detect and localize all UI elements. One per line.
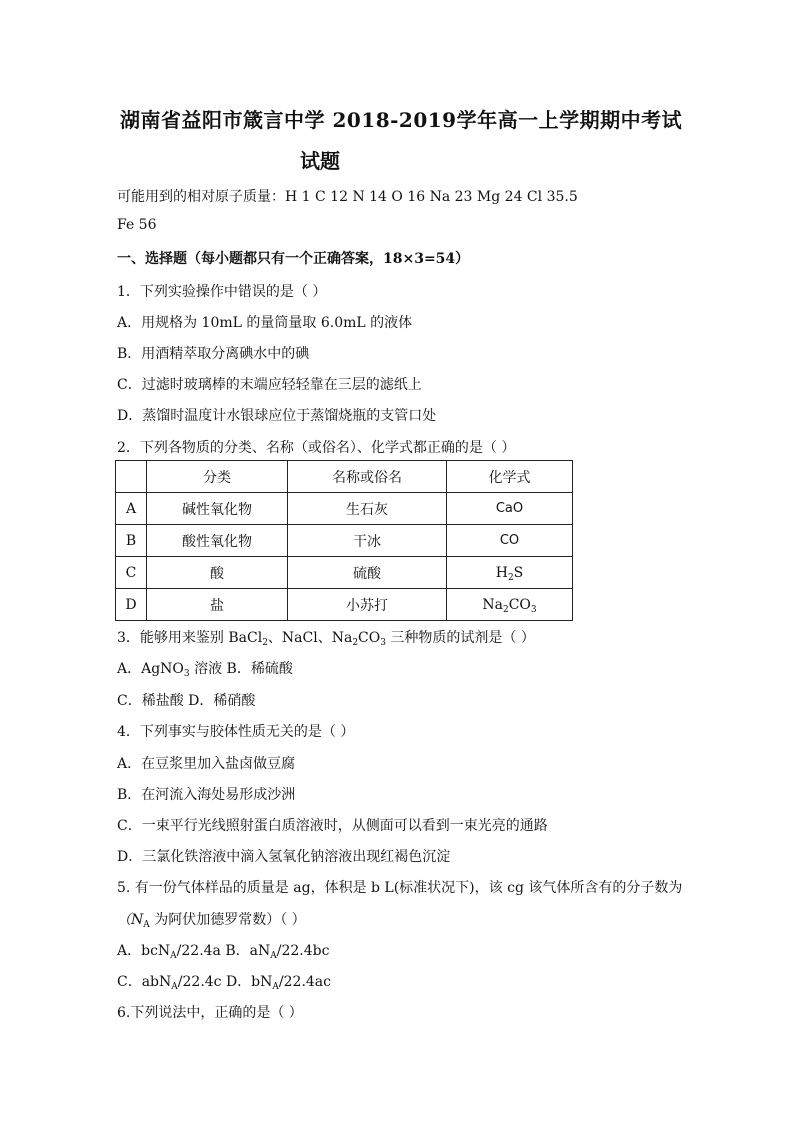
table-header-cell: 化学式 <box>447 461 573 493</box>
q1-option-d: D．蒸馏时温度计水银球应位于蒸馏烧瓶的支管口处 <box>117 408 437 424</box>
formula-cell <box>447 557 573 589</box>
subscript: A <box>272 982 279 992</box>
formula-text: H <box>495 564 508 581</box>
subscript: 2 <box>262 638 268 648</box>
formula-cell: CO <box>447 525 573 557</box>
exam-title-line2: 试题 <box>300 149 340 173</box>
q3-options-ab <box>117 658 293 678</box>
class-cell: 酸性氧化物 <box>147 525 288 557</box>
q5-options-ab <box>117 940 329 960</box>
q4-option-b: B．在河流入海处易形成沙洲 <box>117 787 296 803</box>
atomic-masses-line2: Fe 56 <box>117 217 157 233</box>
q5-option-text: /22.4ac <box>278 974 331 990</box>
q5-options-cd <box>117 971 331 991</box>
class-cell: 盐 <box>147 589 288 621</box>
formula-cell <box>447 589 573 621</box>
formula-text: S <box>513 564 524 581</box>
table-header-cell: 分类 <box>147 461 288 493</box>
option-cell: D <box>116 589 147 621</box>
table-header-cell: 名称或俗名 <box>288 461 447 493</box>
q3-stem-text: 3．能够用来鉴别 BaCl <box>117 630 263 646</box>
table-row <box>116 525 573 557</box>
q5-stem: 5. 有一份气体样品的质量是 ag，体积是 b L(标准状况下)，该 cg 该气体所含有的分子数为 <box>117 880 683 896</box>
q4-option-d: D．三氯化铁溶液中滴入氢氧化钠溶液出现红褐色沉淀 <box>117 849 451 865</box>
formula-cell: CaO <box>447 493 573 525</box>
q6-stem: 6.下列说法中，正确的是（ ） <box>117 1005 303 1021</box>
q3-option-text: A．AgNO <box>117 661 184 677</box>
section-heading: 一、选择题（每小题都只有一个正确答案，18×3=54） <box>117 251 470 267</box>
q4-option-a: A．在豆浆里加入盐卤做豆腐 <box>117 756 296 772</box>
q3-stem <box>117 627 535 647</box>
table-header-row <box>116 461 573 493</box>
class-cell: 酸 <box>147 557 288 589</box>
subscript: A <box>143 920 150 930</box>
name-cell: 生石灰 <box>288 493 447 525</box>
formula-subscript: 3 <box>530 604 537 615</box>
q5-note-text: （N <box>117 912 144 928</box>
q1-stem: 1．下列实验操作中错误的是（ ） <box>117 284 327 300</box>
q3-stem-text: CO <box>358 630 381 646</box>
subscript: 2 <box>352 638 359 648</box>
q5-option-text: C．abN <box>117 974 172 990</box>
name-cell: 干冰 <box>288 525 447 557</box>
option-cell: A <box>116 493 147 525</box>
formula-subscript: 2 <box>502 604 509 615</box>
q1-option-b: B．用酒精萃取分离碘水中的碘 <box>117 346 310 362</box>
q5-option-text: /22.4c D．bN <box>177 974 273 990</box>
table-row <box>116 493 573 525</box>
q5-note <box>117 909 306 929</box>
formula-subscript: 2 <box>507 572 514 583</box>
formula-text: CO <box>508 596 531 613</box>
q3-options-cd: C．稀盐酸 D．稀硝酸 <box>117 693 256 709</box>
subscript: 3 <box>183 669 190 679</box>
q2-table <box>115 460 573 621</box>
table-row <box>116 557 573 589</box>
subscript: A <box>170 951 177 961</box>
option-cell: B <box>116 525 147 557</box>
exam-title-line1: 湖南省益阳市箴言中学 2018-2019学年高一上学期期中考试 <box>120 108 683 132</box>
q5-option-text: /22.4bc <box>276 943 330 959</box>
q5-option-text: A．bcN <box>117 943 171 959</box>
table-row <box>116 589 573 621</box>
q1-option-c: C．过滤时玻璃棒的末端应轻轻靠在三层的滤纸上 <box>117 377 422 393</box>
atomic-masses-line1: 可能用到的相对原子质量：H 1 C 12 N 14 O 16 Na 23 Mg 24 Cl 35.5 <box>117 189 578 205</box>
q3-option-text: 溶液 B．稀硫酸 <box>189 661 293 677</box>
table-header-cell <box>116 461 147 493</box>
subscript: 3 <box>380 638 386 648</box>
q5-note-text: 为阿伏加德罗常数）（ ） <box>149 912 306 928</box>
q2-stem: 2．下列各物质的分类、名称（或俗名）、化学式都正确的是（ ） <box>117 440 516 456</box>
q4-stem: 4．下列事实与胶体性质无关的是（ ） <box>117 724 355 740</box>
subscript: A <box>270 951 277 961</box>
q4-option-c: C．一束平行光线照射蛋白质溶液时，从侧面可以看到一束光亮的通路 <box>117 818 548 834</box>
q3-stem-text: 、NaCl、Na <box>267 630 353 646</box>
name-cell: 小苏打 <box>288 589 447 621</box>
subscript: A <box>171 982 178 992</box>
q5-option-text: /22.4a B．aN <box>176 943 271 959</box>
q1-option-a: A．用规格为 10mL 的量筒量取 6.0mL 的液体 <box>117 315 413 331</box>
formula-text: Na <box>482 596 503 613</box>
q3-stem-text: 三种物质的试剂是（ ） <box>385 630 535 646</box>
class-cell: 碱性氧化物 <box>147 493 288 525</box>
name-cell: 硫酸 <box>288 557 447 589</box>
option-cell: C <box>116 557 147 589</box>
